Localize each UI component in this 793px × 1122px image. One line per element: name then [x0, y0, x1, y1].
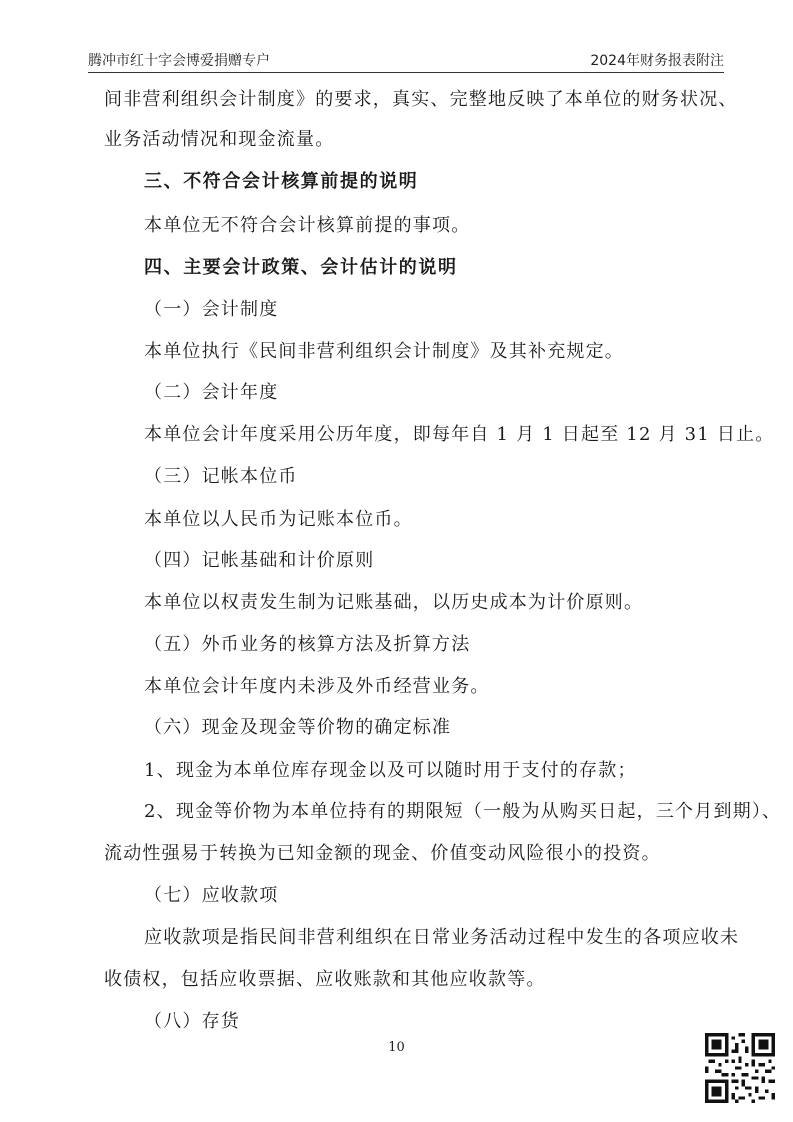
- subsection-heading: （八）存货: [144, 1011, 240, 1032]
- paragraph-line: 收债权，包括应收票据、应收账款和其他应收款等。: [104, 969, 546, 990]
- subsection-heading: （七）应收款项: [144, 885, 279, 906]
- paragraph-line: 本单位执行《民间非营利组织会计制度》及其补充规定。: [144, 341, 624, 362]
- paragraph-line: 应收款项是指民间非营利组织在日常业务活动过程中发生的各项应收未: [144, 927, 740, 948]
- subsection-heading: （五）外币业务的核算方法及折算方法: [144, 634, 471, 655]
- paragraph-line: 本单位会计年度采用公历年度，即每年自 1 月 1 日起至 12 月 31 日止。: [144, 424, 775, 445]
- paragraph-line: 本单位以权责发生制为记账基础，以历史成本为计价原则。: [144, 592, 644, 613]
- subsection-heading: （六）现金及现金等价物的确定标准: [144, 717, 452, 738]
- section-heading-4: 四、主要会计政策、会计估计的说明: [144, 257, 458, 278]
- qr-code-icon: [705, 1033, 775, 1103]
- page-number: 10: [388, 1040, 405, 1055]
- list-item: 1、现金为本单位库存现金以及可以随时用于支付的存款；: [144, 760, 637, 781]
- header-report-title: 2024年财务报表附注: [590, 53, 724, 69]
- page-header: [88, 48, 724, 73]
- paragraph-line: 本单位以人民币为记账本位币。: [144, 509, 413, 530]
- subsection-heading: （一）会计制度: [144, 299, 279, 320]
- paragraph-line: 本单位会计年度内未涉及外币经营业务。: [144, 676, 490, 697]
- paragraph-line: 流动性强易于转换为已知金额的现金、价值变动风险很小的投资。: [104, 843, 661, 864]
- subsection-heading: （二）会计年度: [144, 382, 279, 403]
- paragraph-line: 本单位无不符合会计核算前提的事项。: [144, 215, 471, 236]
- paragraph-line: 业务活动情况和现金流量。: [104, 129, 335, 150]
- header-organization: 腾冲市红十字会博爱捐赠专户: [88, 53, 270, 69]
- subsection-heading: （三）记帐本位币: [144, 466, 298, 487]
- section-heading-3: 三、不符合会计核算前提的说明: [144, 171, 419, 192]
- paragraph-line: 间非营利组织会计制度》的要求，真实、完整地反映了本单位的财务状况、: [104, 89, 738, 110]
- subsection-heading: （四）记帐基础和计价原则: [144, 550, 375, 571]
- list-item: 2、现金等价物为本单位持有的期限短（一般为从购买日起，三个月到期）、: [144, 801, 782, 822]
